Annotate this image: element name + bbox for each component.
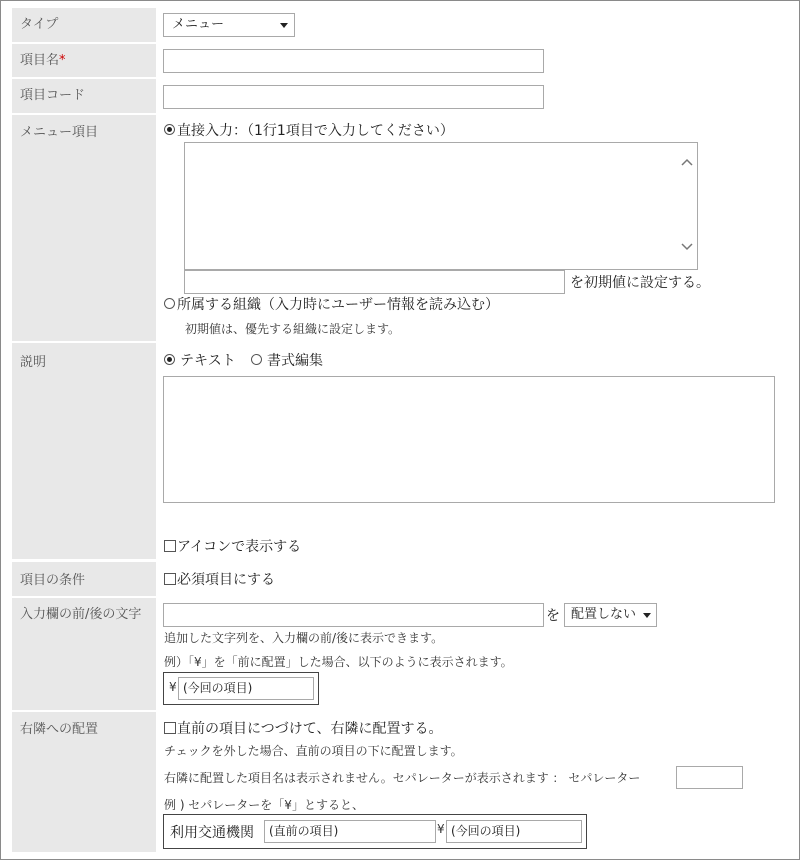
- chevron-down-icon: [643, 613, 651, 618]
- initial-value-suffix: を初期値に設定する。: [570, 275, 710, 291]
- item-name-input[interactable]: [163, 49, 544, 73]
- affix-note-1: 追加した文字列を、入力欄の前/後に表示できます。: [164, 631, 444, 645]
- type-select-value: メニュー: [172, 17, 225, 32]
- chevron-down-icon: [280, 23, 288, 28]
- label-cell-description: [12, 343, 156, 559]
- affix-example-prefix: ¥: [169, 680, 177, 694]
- text-radio[interactable]: [164, 354, 175, 365]
- affix-example-box: [163, 672, 319, 705]
- menu-items-label: メニュー項目: [20, 125, 99, 140]
- label-cell-type: [12, 8, 156, 42]
- label-cell-placement: [12, 712, 156, 852]
- placement-note-1: チェックを外した場合、直前の項目の下に配置します。: [164, 744, 463, 758]
- placement-example-current: (今回の項目): [446, 820, 582, 843]
- initial-value-input[interactable]: [184, 270, 565, 294]
- affix-input[interactable]: [163, 603, 544, 627]
- label-cell-condition: [12, 562, 156, 596]
- menu-items-textarea[interactable]: [184, 142, 698, 270]
- required-checkbox-label: 必須項目にする: [177, 572, 275, 588]
- placement-example-box: [163, 814, 587, 849]
- placement-example-prev: (直前の項目): [264, 820, 436, 843]
- condition-label: 項目の条件: [20, 573, 86, 588]
- affix-placement-value: 配置しない: [571, 607, 637, 622]
- label-cell-item-code: [12, 79, 156, 113]
- required-mark: *: [59, 53, 66, 68]
- placement-example-sep: ¥: [437, 822, 445, 836]
- placement-note-2: 右隣に配置した項目名は表示されません。セパレーターが表示されます ： セパレーター: [164, 771, 641, 785]
- item-name-label: 項目名: [20, 53, 60, 68]
- placement-example-label: 利用交通機関: [170, 825, 254, 841]
- right-placement-checkbox[interactable]: [164, 722, 176, 734]
- label-cell-affix: [12, 598, 156, 710]
- icon-display-checkbox[interactable]: [164, 540, 176, 552]
- affix-example-input: (今回の項目): [178, 677, 314, 700]
- item-code-input[interactable]: [163, 85, 544, 109]
- type-select[interactable]: [163, 13, 295, 37]
- right-placement-label: 直前の項目につづけて、右隣に配置する。: [177, 721, 443, 737]
- affix-note-2: 例）「¥」を「前に配置」した場合、以下のように表示されます。: [164, 655, 513, 669]
- org-option-label: 所属する組織（入力時にユーザー情報を読み込む）: [177, 297, 499, 313]
- label-cell-item-name: [12, 44, 156, 77]
- scroll-up-icon[interactable]: [681, 158, 693, 166]
- type-label: タイプ: [20, 17, 59, 32]
- affix-label: 入力欄の前/後の文字: [20, 607, 142, 622]
- org-radio[interactable]: [164, 298, 175, 309]
- placement-label: 右隣への配置: [20, 722, 99, 737]
- placement-note-3: 例 ) セパレーターを「¥」とすると、: [164, 798, 364, 812]
- scroll-down-icon[interactable]: [681, 243, 693, 251]
- description-textarea[interactable]: [163, 376, 775, 503]
- description-label: 説明: [20, 355, 47, 370]
- label-cell-menu-items: [12, 115, 156, 341]
- rich-option-label: 書式編集: [267, 353, 323, 369]
- required-checkbox[interactable]: [164, 573, 176, 585]
- separator-input[interactable]: [676, 766, 743, 789]
- text-option-label: テキスト: [180, 353, 236, 369]
- affix-placement-select[interactable]: [564, 603, 657, 627]
- direct-input-radio[interactable]: [164, 124, 175, 135]
- affix-connector: を: [546, 608, 560, 624]
- icon-display-label: アイコンで表示する: [177, 539, 302, 555]
- item-code-label: 項目コード: [20, 88, 86, 103]
- org-note: 初期値は、優先する組織に設定します。: [185, 322, 401, 336]
- direct-input-label: 直接入力：（1行1項目で入力してください）: [177, 123, 454, 139]
- rich-text-radio[interactable]: [251, 354, 262, 365]
